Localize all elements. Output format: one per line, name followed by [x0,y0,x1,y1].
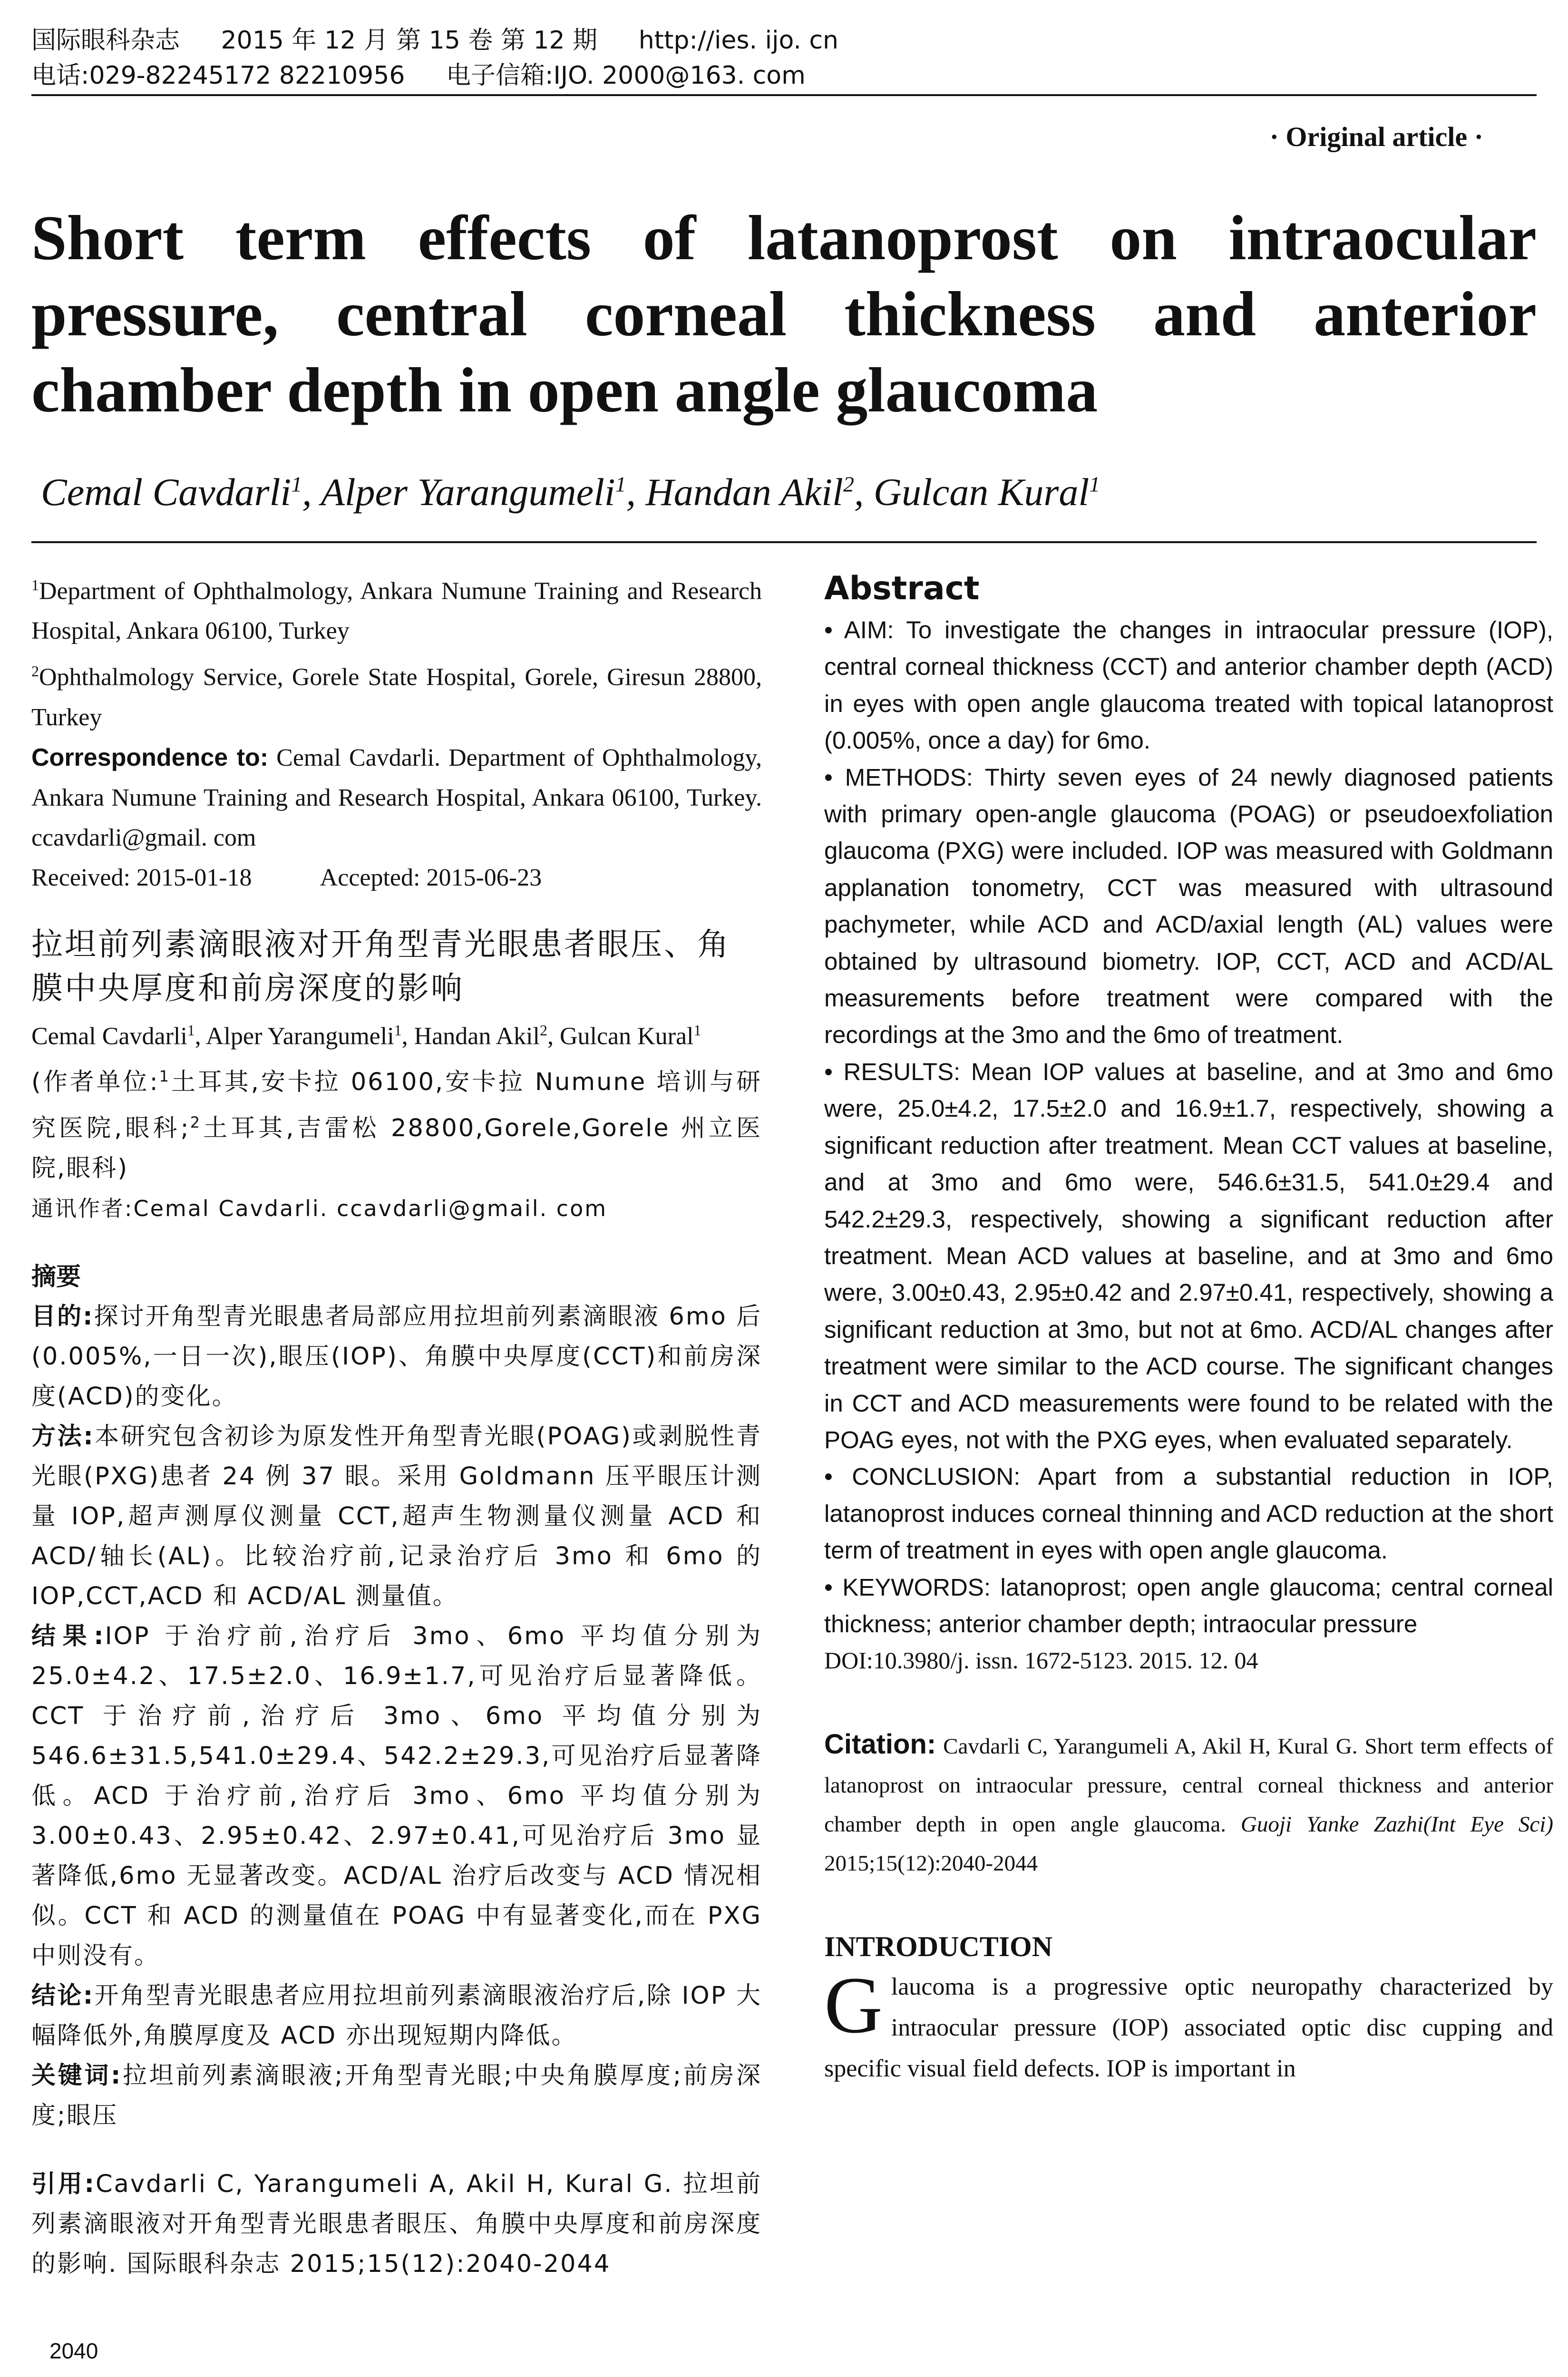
cn-citation-text: Cavdarli C, Yarangumeli A, Akil H, Kural G. 拉坦前列素滴眼液对开角型青光眼患者眼压、角膜中央厚度和前房深度的影响. 国际眼科杂志 2015;15(12):2040-2044 [31,2170,762,2278]
results-label: • RESULTS: [824,1058,961,1085]
abstract-methods [824,759,1553,1053]
dates [31,858,762,898]
cn-conclusion-label: 结论: [31,1981,95,2010]
cn-methods-label: 方法: [31,1422,95,1451]
cn-keywords-text: 拉坦前列素滴眼液;开角型青光眼;中央角膜厚度;前房深度;眼压 [31,2061,762,2130]
affiliation-text: Department of Ophthalmology, Ankara Numune Training and Research Hospital, Ankara 06100, Turkey [31,577,762,645]
running-header [31,23,872,93]
cn-conclusion-text: 开角型青光眼患者应用拉坦前列素滴眼液治疗后,除 IOP 大幅降低外,角膜厚度及 ACD 亦出现短期内降低。 [31,1981,762,2050]
author-affiliation-mark: 1 [291,472,302,497]
chinese-aim [31,1297,762,1417]
chinese-affiliations [31,1056,762,1188]
abstract-results [824,1053,1553,1458]
author-name: Cemal Cavdarli [41,470,292,514]
methods-label: • METHODS: [824,763,973,791]
affiliation-mark: 1 [31,576,39,594]
abstract-heading: Abstract [824,570,980,607]
chinese-authors [31,1010,762,1056]
journal-url[interactable]: http://ies. ijo. cn [638,26,838,55]
methods-text: Thirty seven eyes of 24 newly diagnosed patients with primary open-angle glaucoma (POAG) or pseudoexfoliation glaucoma (PXG) were included. IOP was measured with Goldmann applanation tonometry, CCT was measured with ultrasound pachymeter, while ACD and ACD/axial length (AL) values were obtained by ultrasound biometry. IOP, CCT, ACD and ACD/AL measurements before treatment were compared with the recordings at the 3mo and the 6mo of treatment. [824,763,1553,1049]
correspondence-text: Cemal Cavdarli. Department of Ophthalmology, Ankara Numune Training and Research Hospital, Ankara 06100, Turkey. ccavdarli@gmail. com [31,744,762,851]
aim-label: • AIM: [824,616,894,643]
introduction-body: laucoma is a progressive optic neuropathy characterized by intraocular pressure (IOP) associated optic disc cupping and specific visual field defects. IOP is important in [824,1973,1553,2082]
aim-text: To investigate the changes in intraocular pressure (IOP), central corneal thickness (CCT) and anterior chamber depth (ACD) in eyes with open angle glaucoma treated with topical latanoprost (0.005%, once a day) for 6mo. [824,616,1553,754]
affiliation-text: Ophthalmology Service, Gorele State Hospital, Gorele, Giresun 28800, Turkey [31,663,762,731]
keywords-label: • KEYWORDS: [824,1573,991,1601]
citation-volume: 2015;15(12):2040-2044 [824,1851,1038,1876]
abstract-conclusion [824,1458,1553,1568]
author-name: Gulcan Kural [873,470,1090,514]
author-affiliation-mark: 1 [615,472,626,497]
citation-label: Citation: [824,1728,936,1760]
cn-aff-text: 土耳其,安卡拉 06100,安卡拉 Numune 培训与研究医院,眼科; [31,1068,762,1142]
article-title: Short term effects of latanoprost on intraocular pressure, central corneal thickness and anterior chamber depth in open angle glaucoma [31,203,1537,425]
results-text: Mean IOP values at baseline, and at 3mo and 6mo were, 25.0±4.2, 17.5±2.0 and 16.9±1.7, respectively, showing a significant reduction after treatment. Mean CCT values at baseline, and at 3mo and 6mo were, 546.6±31.5, 541.0±29.4 and 542.2±29.3, respectively, showing a significant reduction after treatment. Mean ACD values at baseline, and at 3mo and 6mo were, 3.00±0.43, 2.95±0.42 and 2.97±0.41, respectively, showing a significant reduction at 3mo, but not at 6mo. ACD/AL changes after treatment were similar to the ACD course. The significant changes in CCT and ACD measurements were found to be related with the POAG eyes, not with the PXG eyes, when evaluated separately. [824,1058,1554,1453]
chinese-results [31,1617,762,1976]
cn-author-mark: 1 [394,1021,402,1039]
accepted-date: Accepted: 2015-06-23 [320,864,542,891]
cn-aff-text: (作者单位: [31,1068,159,1096]
article-type: · Original article · [1269,121,1483,152]
author-list: Cemal Cavdarli$^1$, Alper Yarangumeli$^1$, Handan Akil$^2$, Gulcan Kural$^1$ [41,470,1101,514]
cn-author: , Handan Akil [401,1022,540,1050]
cn-author: Cemal Cavdarli [31,1022,187,1050]
conclusion-text: Apart from a substantial reduction in IOP, latanoprost induces corneal thinning and ACD reduction at the short term of treatment in eyes with open angle glaucoma. [824,1463,1553,1564]
journal-email[interactable]: 电子信箱:IJO. 2000@163. com [446,61,806,90]
doi[interactable]: DOI:10.3980/j. issn. 1672-5123. 2015. 12. 04 [824,1647,1258,1674]
author-name: Handan Akil [645,470,843,514]
author-affiliation-mark: 2 [843,472,854,497]
cn-keywords-label: 关键词: [31,2061,122,2090]
citation [824,1725,1553,1883]
affiliation-2 [31,651,762,737]
page-number: 2040 [49,2338,98,2363]
author-affiliation-mark: 1 [1089,472,1101,497]
introduction-heading: INTRODUCTION [824,1930,1053,1962]
cn-author-mark: 1 [693,1021,701,1039]
journal-name: 国际眼科杂志 [31,26,180,55]
journal-phone: 电话:029-82245172 82210956 [31,61,405,90]
right-column [824,565,1553,2089]
affiliation-1 [31,565,762,651]
correspondence-label: Correspondence to: [31,743,269,771]
author-name: Alper Yarangumeli [321,470,615,514]
citation-text: Cavdarli C, Yarangumeli A, Akil H, Kural G. Short term effects of latanoprost on intraocular pressure, central corneal thickness and anterior chamber depth in open angle glaucoma. [824,1734,1553,1837]
chinese-title: 拉坦前列素滴眼液对开角型青光眼患者眼压、角膜中央厚度和前房深度的影响 [31,925,730,1006]
cn-citation-label: 引用: [31,2170,96,2198]
cn-results-text: IOP 于治疗前,治疗后 3mo、6mo 平均值分别为 25.0±4.2、17.5±2.0、16.9±1.7,可见治疗后显著降低。CCT 于治疗前,治疗后 3mo、6mo 平均值分别为 546.6±31.5,541.0±29.4、542.2±29.3,可见治疗后显著降低。ACD 于治疗前,治疗后 3mo、6mo 平均值分别为 3.00±0.43、2.95±0.42、2.97±0.41,可见治疗后 3mo 显著降低,6mo 无显著改变。ACD/AL 治疗后改变与 ACD 情况相似。CCT 和 ACD 的测量值在 POAG 中有显著变化,而在 PXG 中则没有。 [31,1622,762,1970]
cn-aff-mark: 1 [159,1067,171,1085]
cn-author-mark: 1 [187,1021,195,1039]
citation-journal: Guoji Yanke Zazhi(Int Eye Sci) [1240,1812,1553,1837]
keywords-text: latanoprost; open angle glaucoma; central corneal thickness; anterior chamber depth; intraocular pressure [824,1573,1553,1637]
received-date: Received: 2015-01-18 [31,864,252,891]
drop-cap: G [824,1960,883,2050]
cn-author: , Gulcan Kural [547,1022,694,1050]
chinese-conclusion [31,1976,762,2056]
cn-methods-text: 本研究包含初诊为原发性开角型青光眼(POAG)或剥脱性青光眼(PXG)患者 24 例 37 眼。采用 Goldmann 压平眼压计测量 IOP,超声测厚仪测量 CCT,超声生物测量仪测量 ACD 和 ACD/轴长(AL)。比较治疗前,记录治疗后 3mo 和 6mo 的 IOP,CCT,ACD 和 ACD/AL 测量值。 [31,1422,762,1610]
chinese-citation [31,2164,762,2284]
cn-aim-text: 探讨开角型青光眼患者局部应用拉坦前列素滴眼液 6mo 后(0.005%,一日一次),眼压(IOP)、角膜中央厚度(CCT)和前房深度(ACD)的变化。 [31,1302,762,1411]
cn-aim-label: 目的: [31,1302,94,1331]
chinese-correspondence: 通讯作者:Cemal Cavdarli. ccavdarli@gmail. com [31,1195,608,1221]
chinese-methods [31,1417,762,1617]
chinese-keywords [31,2056,762,2136]
correspondence [31,738,762,858]
issue-info: 2015 年 12 月 第 15 卷 第 12 期 [221,26,598,55]
abstract-aim [824,612,1553,759]
abstract-keywords [824,1569,1553,1643]
left-column [31,565,762,2284]
cn-author: , Alper Yarangumeli [195,1022,394,1050]
affiliation-mark: 2 [31,662,39,680]
cn-results-label: 结果: [31,1622,105,1650]
title-rule [31,541,1537,543]
cn-author-mark: 2 [539,1021,547,1039]
introduction-text [824,1960,1553,2089]
cn-aff-mark: 2 [190,1113,202,1131]
header-rule [31,94,1537,96]
cn-aff-text: 土耳其,吉雷松 28800,Gorele,Gorele 州立医院,眼科) [31,1114,762,1182]
chinese-abstract-heading: 摘要 [31,1262,81,1291]
conclusion-label: • CONCLUSION: [824,1463,1021,1490]
